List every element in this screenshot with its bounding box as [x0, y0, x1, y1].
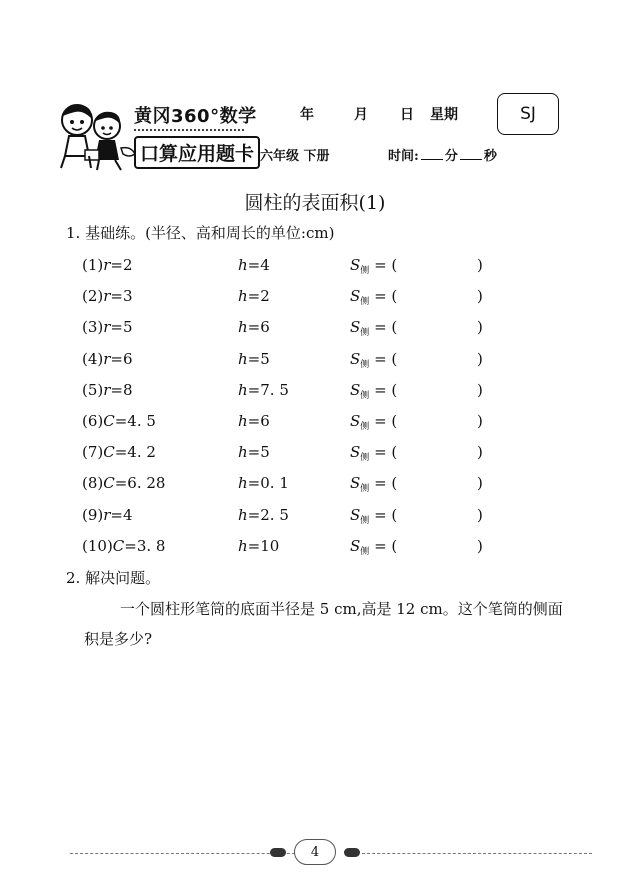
second-blank[interactable] [460, 147, 482, 160]
lateral-area-label [350, 506, 397, 526]
given-number: =3 [110, 287, 133, 306]
s-symbol: S [350, 505, 361, 524]
row-index: (4) [82, 349, 104, 368]
eq-open: = ( [374, 380, 398, 399]
height-number: =6 [247, 318, 270, 337]
given-value [82, 287, 133, 305]
lateral-area-label [350, 381, 397, 401]
given-variable: C [112, 536, 125, 555]
lateral-area-label [350, 537, 397, 557]
height-value: h=2. 5 [238, 505, 289, 524]
lateral-area-label [350, 474, 397, 494]
volume: 下册 [303, 149, 330, 164]
brand-subtitle: 口算应用题卡 [134, 136, 260, 169]
day-label: 日 [400, 107, 414, 123]
section1-heading: 1. 基础练。(半径、高和周长的单位:cm) [66, 224, 335, 242]
given-number: =4 [110, 505, 133, 524]
exercise-row [82, 350, 502, 372]
row-index: (9) [82, 505, 104, 524]
s-subscript: 侧 [360, 390, 370, 401]
minute-blank[interactable] [421, 147, 443, 160]
exercise-row [82, 474, 502, 496]
s-subscript: 侧 [360, 422, 370, 432]
page-title: 圆柱的表面积(1) [244, 192, 386, 214]
s-subscript: 侧 [360, 484, 370, 495]
second-label: 秒 [483, 149, 497, 164]
given-value [82, 256, 133, 274]
eq-open: = ( [374, 474, 398, 493]
s-subscript: 侧 [360, 453, 370, 464]
given-value [82, 412, 156, 430]
height-number: =6 [247, 412, 270, 430]
exercise-row [82, 412, 502, 434]
given-variable: C [103, 443, 115, 462]
minute-label: 分 [444, 149, 458, 164]
brand-title: 黄冈360°数学 [134, 106, 257, 127]
height-value: h=5 [238, 443, 270, 462]
given-value [82, 318, 133, 336]
exercise-row [82, 537, 502, 559]
row-index: (8) [82, 474, 104, 493]
height-value: h=6 [238, 412, 270, 430]
brand-divider [134, 129, 244, 131]
s-symbol: S [350, 536, 361, 555]
lateral-area-label [350, 287, 397, 307]
exercise-row [82, 287, 502, 309]
row-index: (7) [82, 443, 104, 462]
height-value: h=5 [238, 349, 270, 368]
cartoon-kids-logo [55, 100, 139, 172]
given-variable: r [103, 256, 111, 274]
height-value: h=7. 5 [238, 380, 289, 399]
edition-badge: SJ [497, 93, 559, 135]
answer-close[interactable]: ) [477, 349, 483, 368]
section2-heading: 2. 解决问题。 [66, 569, 161, 587]
eq-open: = ( [374, 505, 398, 524]
eq-open: = ( [374, 256, 398, 274]
height-number: =10 [247, 536, 280, 555]
answer-close[interactable]: ) [477, 256, 483, 274]
row-index: (10) [82, 536, 113, 555]
s-subscript: 侧 [360, 546, 370, 557]
word-problem: 一个圆柱形笔筒的底面半径是 5 cm,高是 12 cm。这个笔筒的侧面积是多少? [84, 600, 563, 648]
answer-close[interactable]: ) [477, 536, 483, 555]
s-symbol: S [350, 412, 361, 430]
lateral-area-label [350, 318, 397, 338]
given-value [82, 350, 133, 368]
height-number: =4 [247, 256, 270, 274]
row-index: (2) [82, 287, 104, 306]
height-number: =0. 1 [247, 474, 289, 493]
eq-open: = ( [374, 349, 398, 368]
row-index: (3) [82, 318, 104, 337]
row-index: (6) [82, 412, 104, 430]
given-number: =8 [110, 380, 133, 399]
s-symbol: S [350, 287, 361, 306]
time-field [388, 145, 497, 164]
answer-close[interactable]: ) [477, 318, 483, 337]
given-value [82, 537, 165, 555]
height-value: h=4 [238, 256, 270, 274]
lateral-area-label [350, 443, 397, 463]
year-label: 年 [300, 107, 314, 123]
s-symbol: S [350, 443, 361, 462]
given-variable: C [103, 412, 115, 430]
row-index: (1) [82, 256, 104, 274]
eq-open: = ( [374, 536, 398, 555]
weekday-label: 星期 [430, 107, 458, 123]
exercise-row [82, 318, 502, 340]
given-value [82, 506, 133, 524]
s-symbol: S [350, 349, 361, 368]
footer-pill-left [270, 848, 286, 857]
footer-dashed-right [362, 853, 592, 854]
answer-close[interactable]: ) [477, 505, 483, 524]
height-number: =2. 5 [247, 505, 289, 524]
height-value: h=2 [238, 287, 270, 306]
answer-close[interactable]: ) [477, 412, 483, 430]
height-value: h=0. 1 [238, 474, 289, 493]
eq-open: = ( [374, 287, 398, 306]
height-number: =5 [247, 443, 270, 462]
given-number: =5 [110, 318, 133, 337]
given-number: =4. 5 [114, 412, 156, 430]
given-number: =2 [110, 256, 133, 274]
exercise-row [82, 256, 502, 278]
s-subscript: 侧 [360, 328, 370, 339]
height-number: =2 [247, 287, 270, 306]
lateral-area-label [350, 256, 397, 276]
given-variable: r [103, 380, 111, 399]
answer-close[interactable]: ) [477, 474, 483, 493]
given-variable: r [103, 287, 111, 306]
s-symbol: S [350, 256, 361, 274]
given-number: =6. 28 [114, 474, 166, 493]
given-value [82, 381, 133, 399]
eq-open: = ( [374, 443, 398, 462]
given-value [82, 443, 156, 461]
given-variable: r [103, 318, 111, 337]
s-symbol: S [350, 474, 361, 493]
height-number: =5 [247, 349, 270, 368]
given-number: =3. 8 [124, 536, 166, 555]
exercise-row [82, 381, 502, 403]
height-value: h=10 [238, 536, 280, 555]
grade: 六年级 [260, 149, 300, 164]
eq-open: = ( [374, 412, 398, 430]
exercise-row [82, 506, 502, 528]
exercise-row [82, 443, 502, 465]
s-subscript: 侧 [360, 359, 370, 370]
answer-close[interactable]: ) [477, 287, 483, 306]
given-number: =4. 2 [114, 443, 156, 462]
given-value [82, 474, 165, 492]
height-value: h=6 [238, 318, 270, 337]
footer-dashed-left [70, 853, 300, 854]
time-label: 时间: [388, 149, 419, 164]
s-subscript: 侧 [360, 297, 370, 308]
answer-close[interactable]: ) [477, 443, 483, 462]
s-subscript: 侧 [360, 515, 370, 526]
footer-pill-right [344, 848, 360, 857]
s-symbol: S [350, 380, 361, 399]
grade-volume [260, 145, 330, 164]
row-index: (5) [82, 380, 104, 399]
s-subscript: 侧 [360, 266, 370, 276]
eq-open: = ( [374, 318, 398, 337]
answer-close[interactable]: ) [477, 380, 483, 399]
page-number: 4 [294, 839, 336, 865]
s-symbol: S [350, 318, 361, 337]
month-label: 月 [354, 107, 368, 123]
given-variable: C [103, 474, 115, 493]
given-variable: r [103, 349, 111, 368]
given-variable: r [103, 505, 111, 524]
given-number: =6 [110, 349, 133, 368]
lateral-area-label [350, 350, 397, 370]
height-number: =7. 5 [247, 380, 289, 399]
lateral-area-label [350, 412, 397, 432]
